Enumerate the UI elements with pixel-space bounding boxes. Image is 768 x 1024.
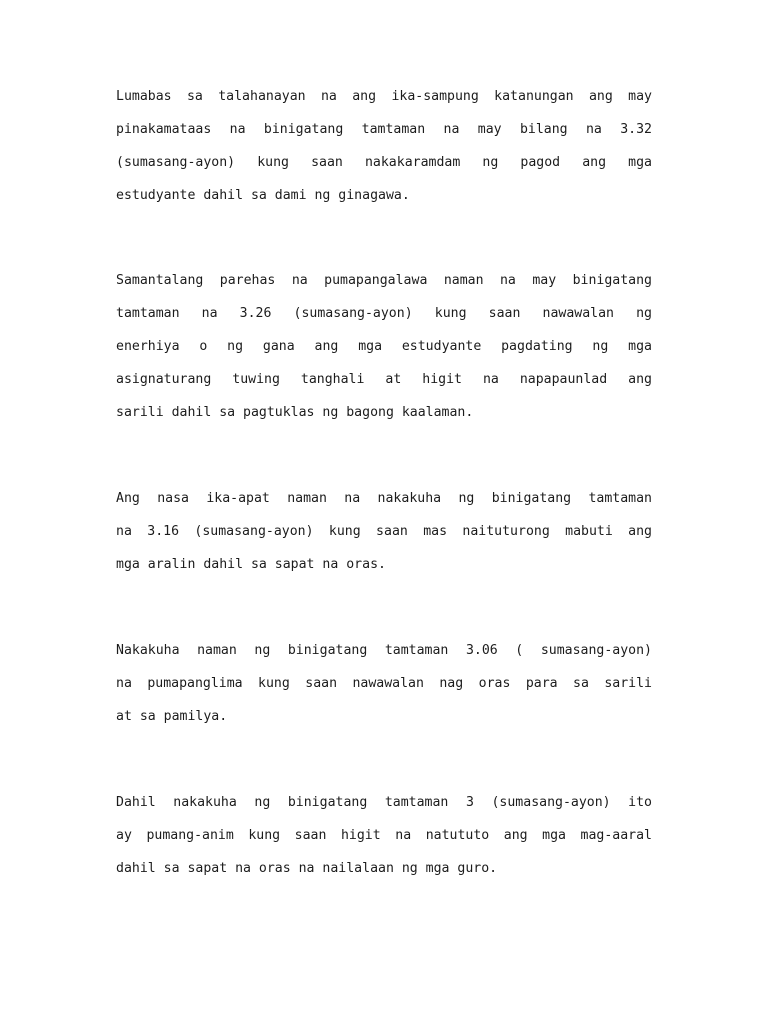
paragraph-line: at sa pamilya.	[116, 709, 228, 724]
paragraph-line: na pumapanglima kung saan nawawalan nag oras para sa sarili	[116, 676, 652, 691]
paragraph-line: Ang nasa ika-apat naman na nakakuha ng binigatang tamtaman	[116, 491, 652, 506]
paragraph-line: enerhiya o ng gana ang mga estudyante pagdating ng mga	[116, 339, 652, 354]
paragraph-line: pinakamataas na binigatang tamtaman na may bilang na 3.32	[116, 122, 652, 137]
paragraph-2	[116, 264, 652, 429]
paragraph-line: Dahil nakakuha ng binigatang tamtaman 3 (sumasang-ayon) ito	[116, 795, 652, 810]
paragraph-line: ay pumang-anim kung saan higit na natututo ang mga mag-aaral	[116, 828, 652, 843]
paragraph-line: Lumabas sa talahanayan na ang ika-sampung katanungan ang may	[116, 89, 652, 104]
paragraph-line: na 3.16 (sumasang-ayon) kung saan mas naituturong mabuti ang	[116, 524, 652, 539]
paragraph-line: asignaturang tuwing tanghali at higit na napapaunlad ang	[116, 372, 652, 387]
paragraph-line: sarili dahil sa pagtuklas ng bagong kaalaman.	[116, 405, 474, 420]
paragraph-1	[116, 80, 652, 212]
paragraph-line: Nakakuha naman ng binigatang tamtaman 3.06 ( sumasang-ayon)	[116, 643, 652, 658]
paragraph-line: tamtaman na 3.26 (sumasang-ayon) kung saan nawawalan ng	[116, 306, 652, 321]
paragraph-4	[116, 634, 652, 733]
paragraph-line: mga aralin dahil sa sapat na oras.	[116, 557, 386, 572]
paragraph-3	[116, 482, 652, 581]
paragraph-line: estudyante dahil sa dami ng ginagawa.	[116, 188, 410, 203]
paragraph-5	[116, 786, 652, 885]
paragraph-line: Samantalang parehas na pumapangalawa naman na may binigatang	[116, 273, 652, 288]
paragraph-line: dahil sa sapat na oras na nailalaan ng mga guro.	[116, 861, 498, 876]
paragraph-line: (sumasang-ayon) kung saan nakakaramdam ng pagod ang mga	[116, 155, 652, 170]
